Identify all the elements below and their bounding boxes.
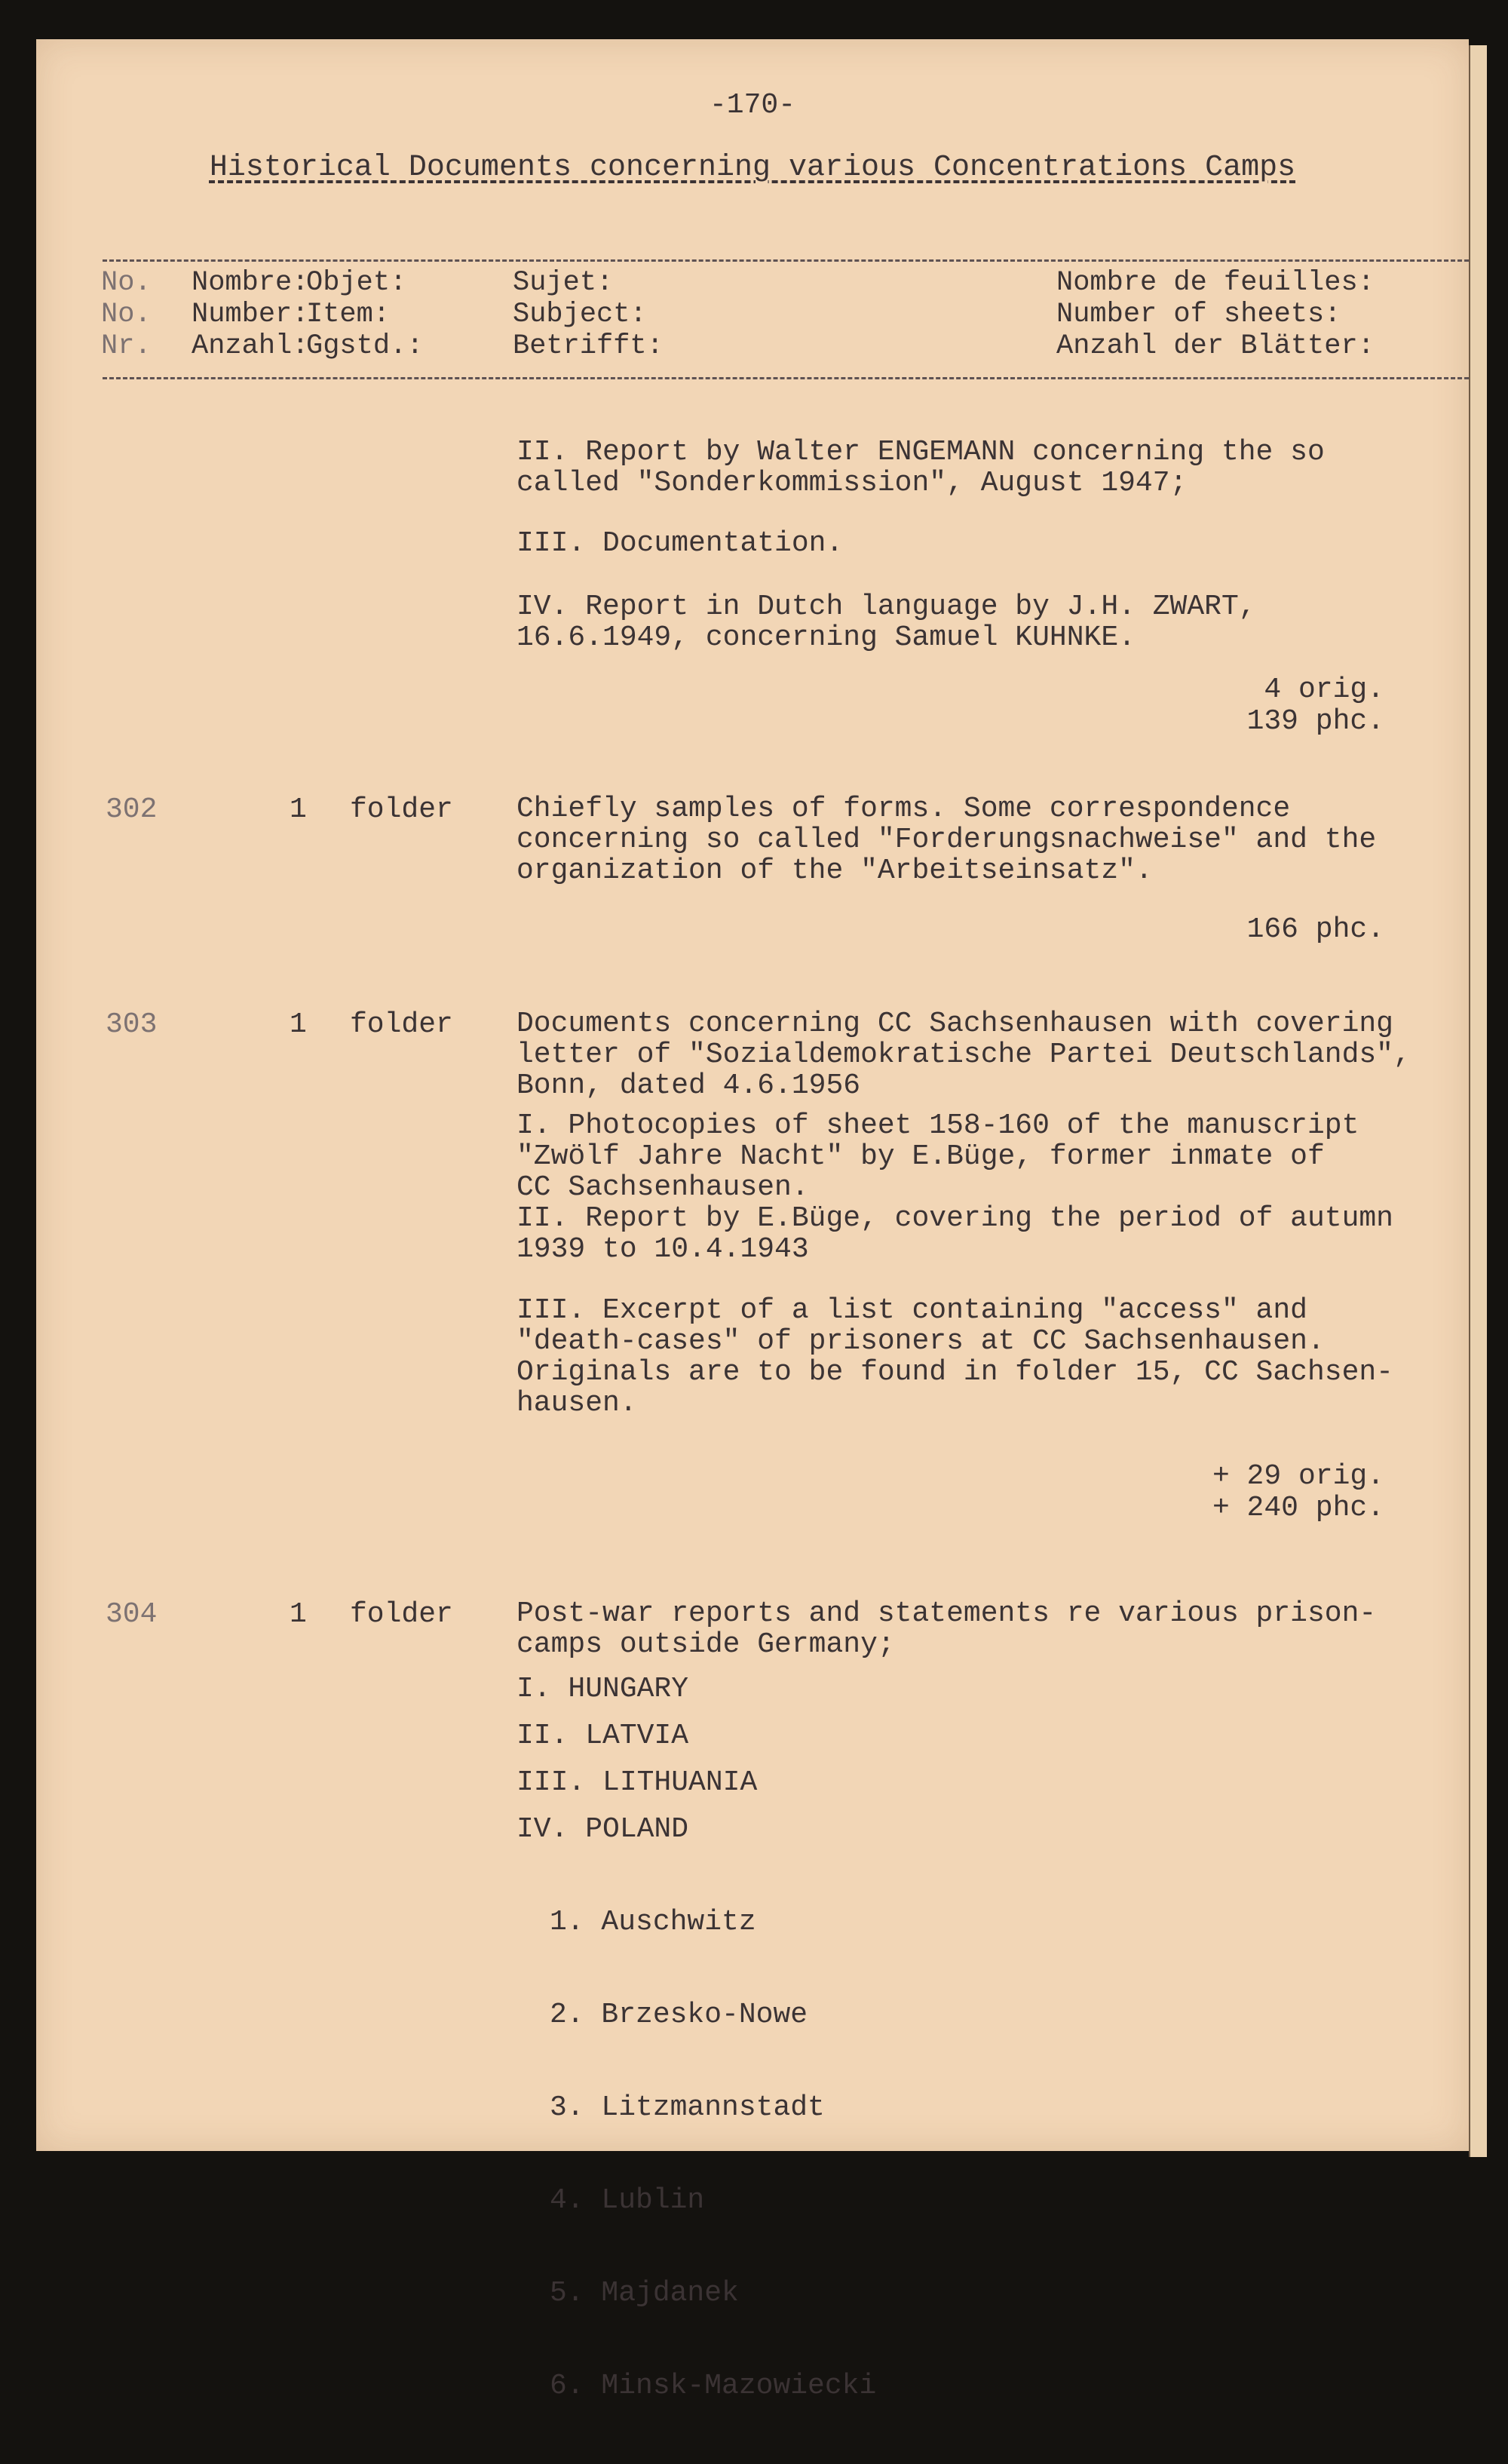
continued-sheet-count: 4 orig. 139 phc. <box>1246 674 1384 738</box>
entry-304-poland-list <box>550 1845 876 2463</box>
entry-303-paragraph-iii: III. Excerpt of a list containing "access" and "death-cases" of prisoners at CC Sachsenhausen. Originals are to be found in folder 15, CC Sachsen- hausen. <box>516 1294 1393 1419</box>
header-col-no: No. No. Nr. <box>101 267 152 362</box>
list-item: 4. Lublin <box>550 2184 705 2217</box>
entry-303-paragraph-i: I. Photocopies of sheet 158-160 of the manuscript "Zwölf Jahre Nacht" by E.Büge, former inmate of CC Sachsenhausen. <box>516 1109 1359 1204</box>
entry-302-item: folder <box>350 793 453 826</box>
header-col-subject: Sujet: Subject: Betrifft: <box>513 267 664 362</box>
entry-302-sheet-count: 166 phc. <box>1246 913 1384 946</box>
entry-302-count: 1 <box>290 793 307 826</box>
entry-303-item: folder <box>350 1008 453 1041</box>
entry-303-sheet-count: + 29 orig. + 240 phc. <box>1212 1460 1384 1524</box>
header-col-count: Nombre: Number: Anzahl: <box>192 267 309 362</box>
page-binding-edge <box>1469 45 1487 2157</box>
list-item: 6. Minsk-Mazowiecki <box>550 2370 877 2402</box>
page-title: Historical Documents concerning various Concentrations Camps <box>209 151 1296 185</box>
continued-paragraph-iv: IV. Report in Dutch language by J.H. ZWART, 16.6.1949, concerning Samuel KUHNKE. <box>516 591 1256 654</box>
entry-303-subject: Documents concerning CC Sachsenhausen with covering letter of "Sozialdemokratische Partei Deutschlands", Bonn, dated 4.6.1956 <box>516 1008 1411 1102</box>
entry-304-section-poland: IV. POLAND <box>516 1813 689 1846</box>
entry-304-number: 304 <box>106 1598 158 1631</box>
page-number: -170- <box>709 89 796 121</box>
entry-304-section-lithuania: III. LITHUANIA <box>516 1766 758 1799</box>
entry-304-item: folder <box>350 1598 453 1631</box>
continued-paragraph-iii: III. Documentation. <box>516 527 844 560</box>
list-item: 5. Majdanek <box>550 2277 739 2309</box>
header-top-rule <box>103 259 1469 262</box>
entry-304-count: 1 <box>290 1598 307 1631</box>
entry-303-paragraph-ii: II. Report by E.Büge, covering the period of autumn 1939 to 10.4.1943 <box>516 1202 1393 1266</box>
header-col-sheets: Nombre de feuilles: Number of sheets: Anzahl der Blätter: <box>1056 267 1375 362</box>
list-item: 3. Litzmannstadt <box>550 2091 825 2124</box>
entry-304-section-hungary: I. HUNGARY <box>516 1673 689 1705</box>
header-bottom-rule <box>103 377 1469 379</box>
continued-paragraph-ii: II. Report by Walter ENGEMANN concerning the so called "Sonderkommission", August 1947; <box>516 436 1325 499</box>
entry-302-subject: Chiefly samples of forms. Some correspondence concerning so called "Forderungsnachweise" and the organization of the "Arbeitseinsatz". <box>516 793 1377 887</box>
header-col-item: Objet: Item: Ggstd.: <box>306 267 424 362</box>
entry-302-number: 302 <box>106 793 158 826</box>
document-page <box>36 39 1469 2402</box>
entry-303-count: 1 <box>290 1008 307 1041</box>
entry-304-section-latvia: II. LATVIA <box>516 1720 689 1752</box>
entry-303-number: 303 <box>106 1008 158 1041</box>
list-item: 2. Brzesko-Nowe <box>550 1999 808 2031</box>
entry-304-subject: Post-war reports and statements re various prison- camps outside Germany; <box>516 1597 1377 1661</box>
list-item: 1. Auschwitz <box>550 1906 756 1938</box>
